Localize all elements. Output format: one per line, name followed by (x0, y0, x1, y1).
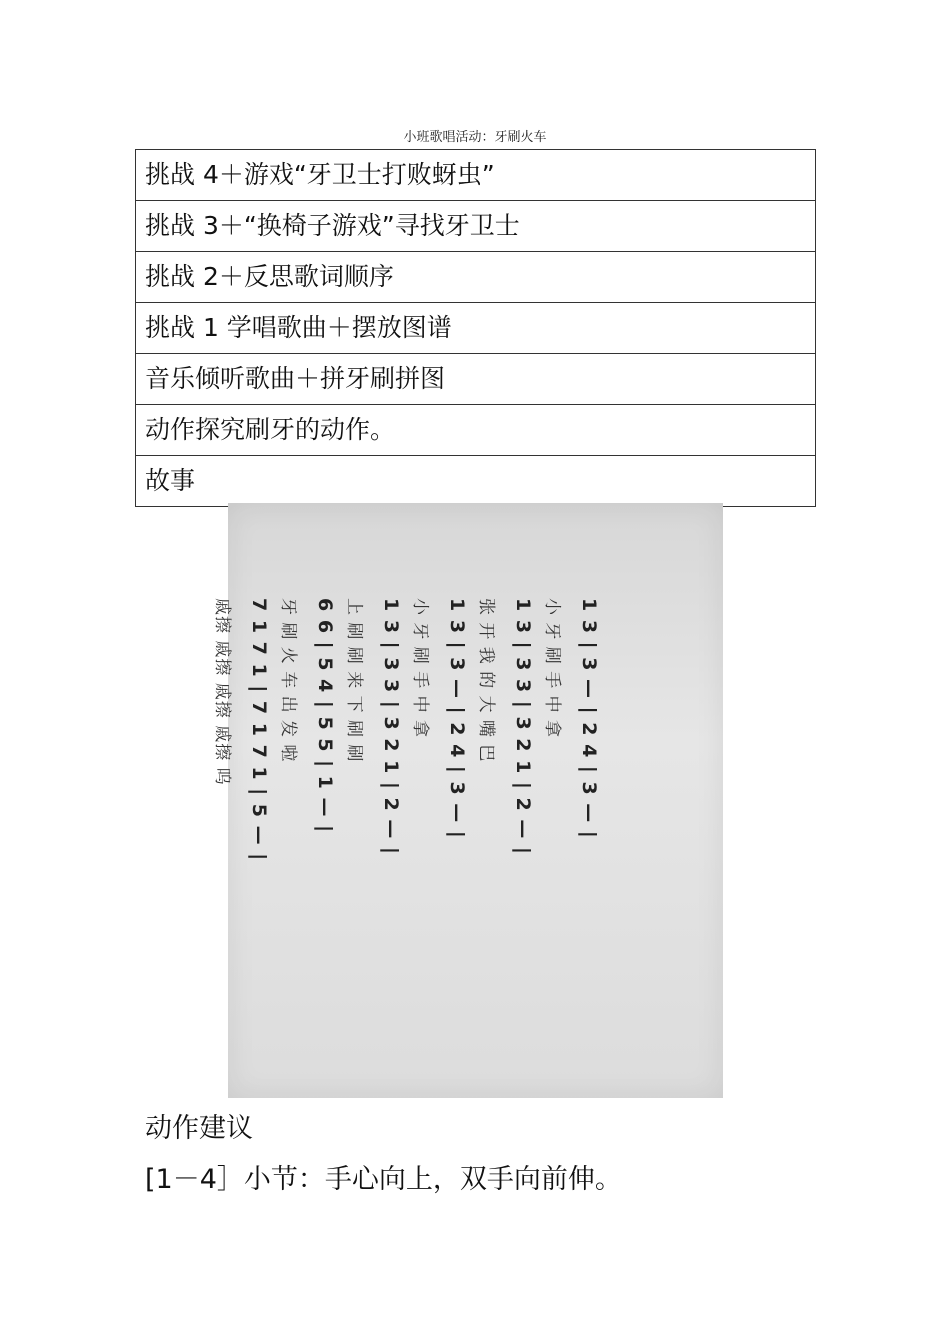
table-cell: 挑战 3＋“换椅子游戏”寻找牙卫士 (136, 201, 816, 252)
score-notes-row: 1 3 | 3 — | 2 4 | 3 — | (578, 598, 600, 839)
score-notes-row: 6 6 | 5 4 | 5 5 | 1 — | (314, 598, 336, 834)
table-row (136, 405, 816, 456)
table-row (136, 150, 816, 201)
table-cell: 音乐倾听歌曲＋拼牙刷拼图 (136, 354, 816, 405)
activity-plan-table (135, 149, 816, 507)
table-row (136, 456, 816, 507)
table-cell: 动作探究刷牙的动作。 (136, 405, 816, 456)
document-header: 小班歌唱活动：牙刷火车 (403, 130, 547, 145)
score-notes-row: 1 3 | 3 3 | 3 2 1 | 2 — | (512, 598, 534, 855)
score-lyrics-row: 戚擦 戚擦 戚擦 戚擦 呜 (212, 598, 232, 786)
table-row (136, 252, 816, 303)
table-row (136, 303, 816, 354)
table-cell: 故事 (136, 456, 816, 507)
table-cell: 挑战 2＋反思歌词顺序 (136, 252, 816, 303)
section-body-line: [1－4］小节：手心向上，双手向前伸。 (145, 1164, 622, 1195)
table-cell: 挑战 4＋游戏“牙卫士打败蚜虫” (136, 150, 816, 201)
score-notes-row: 1 3 | 3 3 | 3 2 1 | 2 — | (380, 598, 402, 855)
score-lyrics-row: 小 牙 刷 手 中 拿 (542, 598, 562, 739)
score-lyrics-row: 张 开 我 的 大 嘴 巴 (476, 598, 496, 763)
table-cell: 挑战 1 学唱歌曲＋摆放图谱 (136, 303, 816, 354)
score-photo (212, 503, 723, 1098)
section-heading: 动作建议 (145, 1113, 253, 1144)
numbered-musical-score (180, 598, 600, 1068)
score-notes-row: 1 3 | 3 — | 2 4 | 3 — | (446, 598, 468, 839)
table-row (136, 201, 816, 252)
score-lyrics-row: 牙 刷 火 车 出 发 啦 (278, 598, 298, 763)
score-lyrics-row: 小 牙 刷 手 中 拿 (410, 598, 430, 739)
table-row (136, 354, 816, 405)
score-notes-row: 7 1 7 1 | 7 1 7 1 | 5 — | (248, 598, 270, 862)
score-lyrics-row: 上 刷 刷 来 下 刷 刷 (344, 598, 364, 763)
